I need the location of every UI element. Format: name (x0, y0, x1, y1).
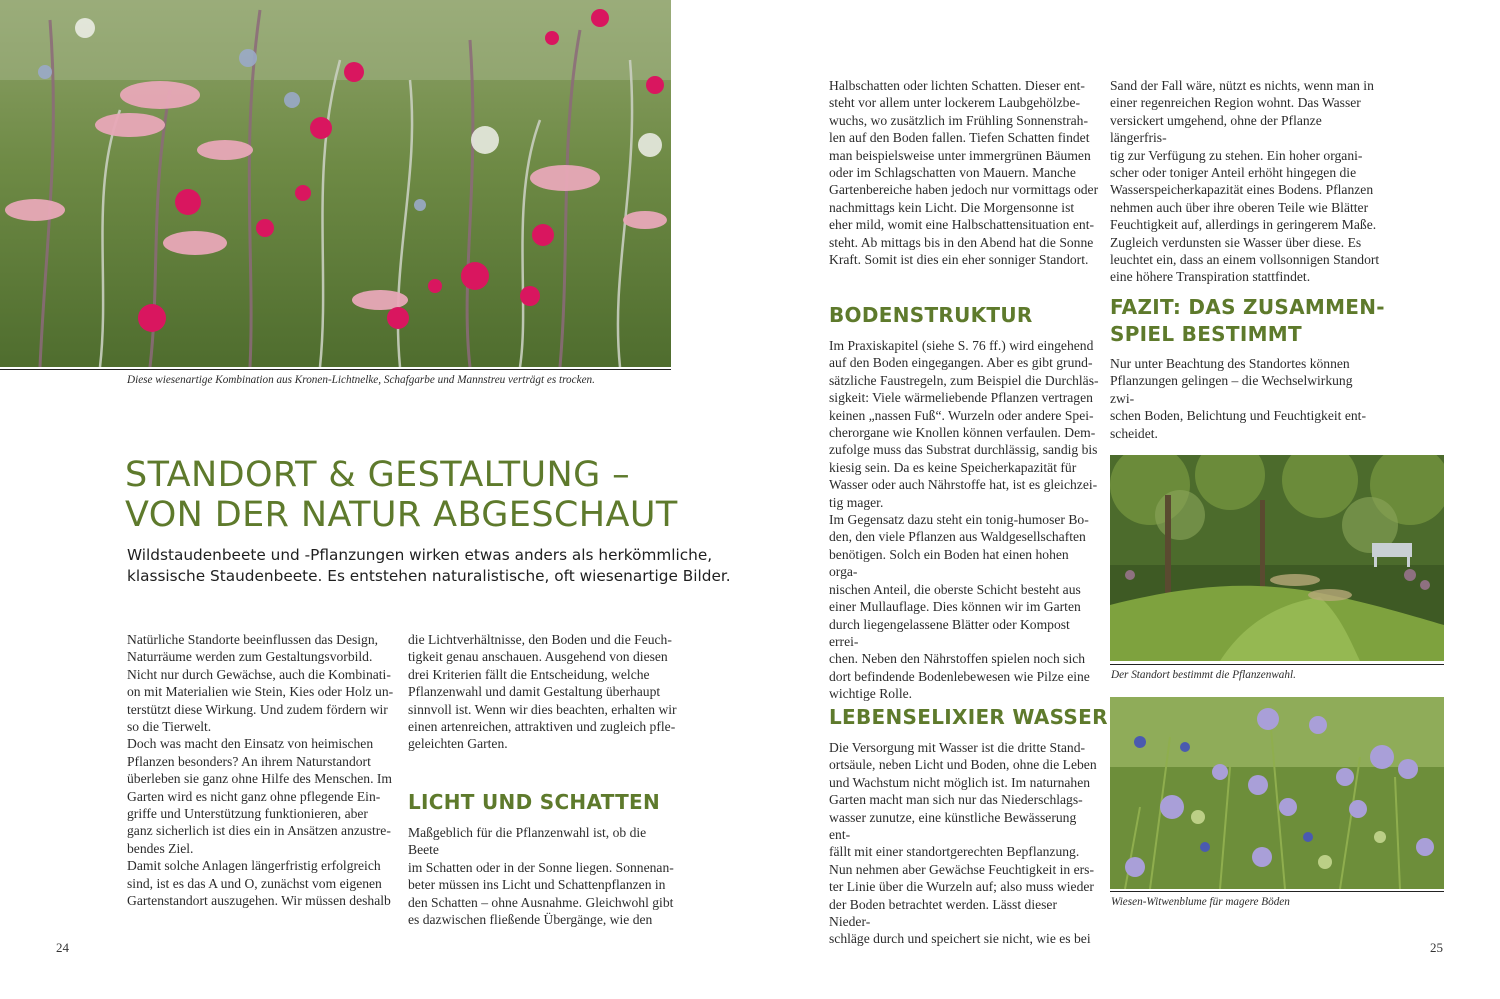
garden-photo (1110, 455, 1444, 661)
text-line: ortsäule, neben Licht und Boden, ohne die Leben (829, 757, 1097, 773)
text-line: steht vor allem unter lockerem Laubgehölzbe- (829, 95, 1081, 111)
intro-line2: klassische Staudenbeete. Es entstehen naturalistische, oft wiesenartige Bilder. (127, 567, 731, 585)
text-line: wichtige Rolle. (829, 686, 913, 702)
section-heading-fazit (1110, 294, 1385, 348)
text-line: Gartenbereiche haben jedoch nur vormittags oder (829, 182, 1099, 198)
text-line: cherorgane wie Knollen können verfaulen. Dem- (829, 425, 1096, 441)
text-line: sätzliche Faustregeln, zum Beispiel die Durchläs- (829, 372, 1099, 388)
text-line: Pflanzungen gelingen – die Wechselwirkung zwi- (1110, 373, 1353, 406)
text-line: Garten macht man sich nur das Niederschlags- (829, 792, 1083, 808)
text-line: Zugleich verdunsten sie Wasser über diese. Es (1110, 234, 1362, 250)
text-line: tig zur Verfügung zu stehen. Ein hoher organi- (1110, 147, 1363, 163)
page-number-right: 25 (1430, 940, 1443, 955)
intro-line1: Wildstaudenbeete und -Pflanzungen wirken etwas anders als herkömmliche, (127, 546, 713, 564)
text-line: Damit solche Anlagen längerfristig erfolgreich (127, 858, 381, 874)
scabious-illustration (1110, 697, 1444, 889)
text-line: oder im Schlagschatten von Mauern. Manche (829, 165, 1076, 181)
text-line: Garten wird es nicht ganz ohne pflegende Ein- (127, 788, 381, 804)
text-line: im Schatten oder in der Sonne liegen. Sonnenan- (408, 859, 674, 875)
text-line: so die Tierwelt. (127, 719, 212, 735)
text-line: drei Kriterien fällt die Entscheidung, welche (408, 666, 650, 682)
text-line: sigkeit: Viele wärmeliebende Pflanzen vertragen (829, 390, 1093, 406)
chapter-title-line1: STANDORT & GESTALTUNG – (125, 455, 631, 495)
text-line: Feuchtigkeit auf, allerdings in geringerem Maße. (1110, 217, 1377, 233)
photo-caption-rule (0, 369, 671, 370)
text-line: und Wachstum nicht möglich ist. Im naturnahen (829, 774, 1091, 790)
text-line: den Schatten – ohne Ausnahme. Gleichwohl gibt (408, 894, 674, 910)
text-line: Nur unter Beachtung des Standortes können (1110, 356, 1350, 371)
scabious-photo (1110, 697, 1444, 889)
text-line: ter Linie über die Wurzeln auf; also muss wieder (829, 879, 1094, 895)
text-line: Halbschatten oder lichten Schatten. Dieser ent- (829, 78, 1085, 93)
boden-text (829, 337, 1099, 703)
page-number-left: 24 (56, 940, 69, 955)
text-line: leuchtet ein, dass an einem vollsonnigen Standort (1110, 252, 1380, 268)
chapter-intro (127, 545, 731, 587)
text-line: nehmen auch über ihre oberen Teile wie Blätter (1110, 199, 1369, 215)
right-column-2-top (1110, 77, 1380, 286)
text-line: Natürliche Standorte beeinflussen das Design, (127, 632, 379, 647)
text-line: steht. Ab mittags bis in den Abend hat die Sonne (829, 234, 1094, 250)
text-line: keinen „nassen Fuß“. Wurzeln oder andere Spei- (829, 407, 1094, 423)
text-line: Naturräume werden zum Gestaltungsvorbild. (127, 649, 373, 665)
section-heading-licht: LICHT UND SCHATTEN (408, 790, 661, 814)
left-column-2-bottom (408, 824, 678, 928)
text-line: Sand der Fall wäre, nützt es nichts, wenn man in (1110, 78, 1374, 93)
chapter-title-line2: VON DER NATUR ABGESCHAUT (125, 495, 678, 535)
text-line: Nun nehmen aber Gewächse Feuchtigkeit in ers- (829, 861, 1094, 877)
text-line: man beispielsweise unter immergrünen Bäumen (829, 147, 1091, 163)
wasser-text (829, 739, 1099, 948)
text-line: dort befindende Bodenlebewesen wie Pilze eine (829, 668, 1090, 684)
garden-caption: Der Standort bestimmt die Pflanzenwahl. (1111, 669, 1296, 681)
text-line: auf den Boden eingegangen. Aber es gibt grund- (829, 355, 1093, 371)
section-heading-boden: BODENSTRUKTUR (829, 303, 1033, 327)
text-line: tig mager. (829, 494, 884, 510)
text-line: es dazwischen fließende Übergänge, wie den (408, 912, 653, 928)
text-line: schen Boden, Belichtung und Feuchtigkeit ent- (1110, 408, 1366, 424)
text-line: griffe und Unterstützung funktionieren, aber (127, 806, 368, 822)
text-line: einer Mullauflage. Dies können wir im Garten (829, 599, 1081, 615)
text-line: fällt mit einer standortgerechten Bepflanzung. (829, 844, 1080, 860)
text-line: terstützt diese Wirkung. Und zudem fördern wir (127, 701, 388, 717)
fazit-heading-line2: SPIEL BESTIMMT (1110, 322, 1302, 346)
garden-illustration (1110, 455, 1444, 661)
text-line: schläge durch und speichert sie nicht, wie es bei (829, 931, 1091, 947)
text-line: tigkeit genau anschauen. Ausgehend von diesen (408, 649, 668, 665)
scabious-caption-rule (1110, 891, 1444, 892)
text-line: chen. Neben den Nährstoffen spielen noch sich (829, 651, 1086, 667)
fazit-heading-line1: FAZIT: DAS ZUSAMMEN- (1110, 295, 1385, 319)
text-line: Im Praxiskapitel (siehe S. 76 ff.) wird eingehend (829, 338, 1094, 353)
text-line: Wasserspeicherkapazität eines Bodens. Pflanzen (1110, 182, 1374, 198)
text-line: len auf den Boden fallen. Tiefen Schatten findet (829, 130, 1090, 146)
text-line: den, den viele Pflanzen aus Waldgesellschaften (829, 529, 1086, 545)
text-line: Kraft. Somit ist dies ein eher sonniger Standort. (829, 252, 1089, 268)
meadow-flowers-photo (0, 0, 671, 367)
text-line: einer regenreichen Region wohnt. Das Wasser (1110, 95, 1361, 111)
text-line: nachmittags kein Licht. Die Morgensonne ist (829, 199, 1075, 215)
text-line: Pflanzenwahl und damit Gestaltung überhaupt (408, 684, 661, 700)
text-line: zufolge muss das Substrat durchlässig, sandig bis (829, 442, 1098, 458)
meadow-flowers-illustration (0, 0, 671, 367)
text-line: Die Versorgung mit Wasser ist die dritte Stand- (829, 740, 1086, 755)
text-line: eher mild, womit eine Halbschattensituation ent- (829, 217, 1095, 233)
fazit-text (1110, 355, 1380, 442)
right-column-1-top (829, 77, 1099, 268)
text-line: benötigen. Solch ein Boden hat einen hohen orga- (829, 546, 1069, 580)
text-line: der Boden betrachtet werden. Lässt dieser Nieder- (829, 896, 1057, 930)
text-line: ganz sicherlich ist dies ein in Ansätzen anzustre- (127, 823, 391, 839)
scabious-caption: Wiesen-Witwenblume für magere Böden (1111, 896, 1290, 908)
section-heading-wasser: LEBENSELIXIER WASSER (829, 705, 1108, 729)
text-line: wuchs, wo zusätzlich im Frühling Sonnenstrah- (829, 112, 1088, 128)
text-line: bendes Ziel. (127, 840, 194, 856)
left-column-2-top (408, 631, 678, 753)
text-line: Doch was macht den Einsatz von heimischen (127, 736, 374, 752)
text-line: scher oder toniger Anteil erhöht hingegen die (1110, 165, 1357, 181)
text-line: Maßgeblich für die Pflanzenwahl ist, ob die Beete (408, 825, 647, 858)
text-line: geleichten Garten. (408, 736, 508, 752)
text-line: scheidet. (1110, 425, 1158, 441)
text-line: Nicht nur durch Gewächse, auch die Kombinati- (127, 666, 391, 682)
text-line: on mit Materialien wie Stein, Kies oder Holz un- (127, 684, 394, 700)
chapter-title (125, 455, 678, 535)
text-line: einen artenreichen, attraktiven und zugleich pfle- (408, 719, 676, 735)
text-line: versickert umgehend, ohne der Pflanze längerfris- (1110, 112, 1322, 146)
text-line: durch liegengelassene Blätter oder Kompost errei- (829, 616, 1070, 649)
text-line: eine höhere Transpiration stattfindet. (1110, 269, 1311, 285)
text-line: überleben sie ganz ohne Hilfe des Menschen. Im (127, 771, 392, 787)
text-line: Wasser oder auch Nährstoffe hat, ist es gleichzei- (829, 477, 1098, 493)
garden-caption-rule (1110, 664, 1444, 665)
text-line: wasser zunutze, eine künstliche Bewässerung ent- (829, 809, 1077, 843)
text-line: Pflanzen besonders? An ihrem Naturstandort (127, 753, 371, 769)
text-line: sind, ist es das A und O, zunächst vom eigenen (127, 875, 382, 891)
photo-caption: Diese wiesenartige Kombination aus Kronen-Lichtnelke, Schafgarbe und Mannstreu verträgt es trocken. (127, 374, 595, 386)
text-line: die Lichtverhältnisse, den Boden und die Feuch- (408, 632, 672, 647)
text-line: Im Gegensatz dazu steht ein tonig-humoser Bo- (829, 512, 1089, 528)
left-column-1 (127, 631, 397, 910)
text-line: sinnvoll ist. Wenn wir dies beachten, erhalten wir (408, 701, 677, 717)
text-line: nischen Anteil, die oberste Schicht besteht aus (829, 581, 1081, 597)
text-line: Gartenstandort auszugehen. Wir müssen deshalb (127, 893, 391, 909)
text-line: kiesig sein. Da es keine Speicherkapazität für (829, 459, 1077, 475)
text-line: beter müssen ins Licht und Schattenpflanzen in (408, 877, 666, 893)
